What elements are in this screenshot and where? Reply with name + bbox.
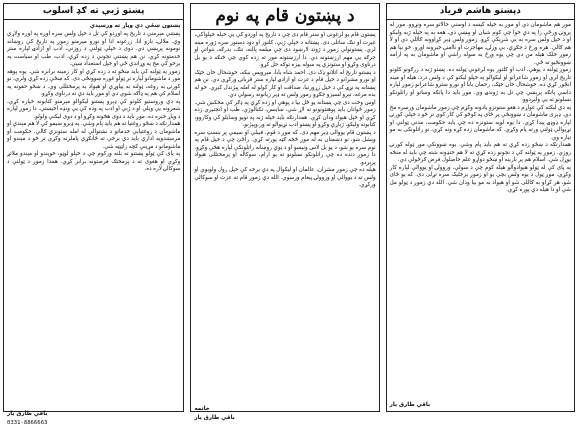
paragraph: پښتنې مېرمنې د تاريخ په اوږدو کې تل د خپل ولس سره اوږه په اوږه ولاړې وې. ملالۍ، نازو انا، زرغونه انا او نورو ميرمنو زموږ په تاريخ کې روښانه نومونه پرېښي دي. دوی د خپلې ټولنې د روزنې، ادب او ازادۍ لپاره ستر خدمتونه کړي. نن هم پښتنې نجونې د زده کړې، ادب، طب او سياست په برخو کې مخ په وړاندې ځي او خپل استعداد ښيي.: [6, 31, 181, 67]
paragraph: اوس وخت دی چې پښتانه يو ځل بيا د پوهې او زده کړې په ډګر کې مخکښ شي. زموږ ځوانان بايد پوهنتونونو ته لاړ شي، ساينس، تکنالوژي، طب او انجنيري زده کړي او خپل هېواد ودان کړي. همدارنګه بايد خپله ژبه په نويو وسايلو کې وکاروو، کتابونه وليکو، ژباړې وکړو او پښتو ادب نړيوالو ته ور وپېژنو.: [194, 99, 376, 128]
paragraph: پښتون قام يو لرغونی او ستر قام دی چې د تاريخ په اوږدو کې يې خپله خپلواکي، غيرت او ننګ ساتلی دی. پښتانه د خپلې ژبې، کلتور او دود دستور سره ژوره مينه لري. پښتونولي زموږ د ژوند لارښود دی چې ميلمه پالنه، ننګ، بدرګه، ننواتې او جرګه يې مهم ارزښتونه دي. دا ارزښتونه موږ ته زده کوي چې څنګه د يو بل درناوی وکړو او ستونزې په سوله ييزه توګه حل کړو.: [194, 32, 376, 68]
article-column-middle: [190, 3, 379, 421]
contact-number: 0331-8866663: [6, 420, 48, 426]
column-header-left: پښتو ژبې ته ګډ اسلوب: [4, 4, 183, 20]
article-body-left: [7, 31, 180, 409]
paragraph: په پای کې له ټولو هېوادوالو هيله کوم چې د سولې، وروولۍ او يووالي لپاره کار وکړي. موږ ټول د يوه ولس بچي يو او زموږ برخليک سره تړلی دی. که يو ځای شو، هر کړاو به ګاللی شو او هېواد به مو بيا ودان شي. الله دې زموږ د ټولو مل شي او دا هيله دې پوره کړي.: [389, 164, 571, 193]
paragraph: همدارنګه د ښځو زده کړې ته هم بايد پام وشي. يوه ښوونکې مور ټوله کورنۍ روزي. زموږ په ټولنه کې د نجونو زده کړې ته لا هم خنډونه شته چې بايد له منځه يوړل شي. اسلام هم پر نارينه او ښځو دواړو علم حاصلول فرض ګرځولي دي.: [389, 142, 571, 163]
article-body-middle: [194, 32, 375, 404]
paragraph: په دې ليکنه کې غواړم د هغو ستونزو يادونه وکړم چې زموږ ماشومان ورسره مخ دي. ډېری ماشومان د ښوونځي پر ځای په کوڅو کې کار کوي تر څو د خپلې کورنۍ لپاره ډوډۍ پيدا کړي. دا يوه لويه ستونزه ده چې بايد حکومت، مدني ټولنې او نړيوالې ټولنې ورته پام وکړي. که ماشومان زده کړه ونه کړي، نو راتلونکی به مو تياره وي.: [389, 104, 571, 141]
paragraph: د پښتنو تاريخ له اتلانو ډک دی. احمد شاه بابا، ميرويس نيکه، خوشحال خان خټک او نورو مشرانو د خپل قام د عزت او ازادۍ لپاره ستر قربانۍ ورکړي دي. نن هم پښتانه په نړۍ کې د خپل زړورتيا، صداقت او کار کولو له امله پېژندل کېږي. خو له بده مرغه، تېرو لسيزو جګړو زموږ ولس ته ډېر زيانونه رسولي دي.: [194, 69, 376, 98]
columns-container: [3, 3, 575, 426]
paragraph: په پای کې ټولو پښتنو ته بلنه ورکوم چې د خپلو لوڼو، خويندو او مېندو ملاتړ وکړي او هغوی ته د پرمختګ فرصتونه برابر کړي. همدا زموږ د ټولنې د سوکالۍ لاره ده.: [6, 151, 181, 172]
column-header-right: دپښتو هاشم فرياد: [387, 4, 574, 20]
paragraph: هيله ده چې زموږ مشران، عالمان او ليکوال په دې برخه کې خپل رول ولوبوي او ولس ته د يووالي او وروولۍ پيغام ورسوي. الله دې زموږ قام ته عزت او سوکالي ورکړي.: [194, 167, 376, 188]
closing-label: خاتمه: [194, 406, 210, 412]
paragraph: زموږ ټولنه د پوهې، ادب او کلتور يوه لرغونې ټولنه ده. پښتو ژبه د زرګونو کلونو تاريخ لري او زموږ شاعرانو او ليکوالو په خپلو ليکنو کې د ولس درد، هيله او مينه انځور کړې ده. خوشحال خان خټک، رحمان بابا او نورو سترو شاعرانو زموږ لپاره داسې پانګه پرېښې چې تل به ژوندۍ وي. موږ بايد دا پانګه وساتو او راتلونکو نسلونو ته يې ولېږدوو.: [389, 67, 571, 103]
paragraph: د پښتون قام يووالی ډېر مهم دی. که موږ د قوم، قبيلې او سيمې پر بنسټ سره وېشل شو، نو دښمنان به له موږ څخه ګټه پورته کړي. راځئ چې د خپل قام په نوم سره يو شو، د يو بل لاس ونيسو او د يوې روښانه راتلونکې لپاره هڅې وکړو. دا زموږ دنده ده چې راتلونکو نسلونو ته يو ارام، سوکاله او پرمختللی هېواد پرېږدو.: [194, 129, 376, 166]
article-subtitle: پښتون ښځې دې وياړ ته ورسېدې: [89, 23, 181, 29]
author-signature: باقي طارق يار: [6, 411, 48, 417]
article-column-right: [386, 3, 575, 412]
paragraph: په دې وروستيو کلونو کې ډېرو پښتنو ليکوالو مېرمنو کتابونه خپاره کړي، شعرونه يې ويلي او د ژبې او ادب په وده کې يې ونډه اخيستې. دا زموږ لپاره د وياړ خبره ده. موږ بايد د دوی هڅونه وکړو او د دوی ليکنې ولولو.: [6, 98, 181, 120]
article-column-left: [3, 3, 184, 426]
author-signature: باقي طارق يار: [389, 402, 431, 408]
paragraph: موږ هم ماشومان دي او موږ به خپله کيسه د اوسني حالاتو سره ونړوو. موږ له پرونۍ ورځې را په دې خوا چې کوم شيان او پېښې دي، هغه به په خپله ژبه وليکو او د خپل ولس سره به يې شريکې کړو. زموږ ولس ډېر کړاوونه ګاللي دي او لا هم ګالي. هره ورځ د جګړې، بې وزلۍ، مهاجرت او ناامنۍ خبرونه اورو. خو بيا هم زموږ خلک هيله من دي چې يوه ورځ به سوله راشي او ماشومان به په ارامه ښوونځيو ته ځي.: [389, 22, 571, 66]
paragraph: زموږ په ټولنه کې بايد ښځو ته د زده کړې او کار زمينه برابره شي. يوه پوهه مور د ماشومانو لپاره تر ټولو غوره ښوونځی دی. که ښځې زده کړې ولري، نو کورنۍ به روغه، ټولنه به پياوړې او هېواد به پرمختللی وي. د ښځو حقونه په اسلام کې هم په ډاګه شوي دي او موږ بايد دې ته درناوی وکړو.: [6, 68, 181, 97]
paragraph: همدارنګه د ښځو روغتيا ته هم بايد پام وشي. په ډېرو سيمو کې لا هم مېندې او ماشومان د روغتيايي خدماتو د نشتوالي له امله ستونزې ګالي. حکومت او مرستندويه ادارې بايد دې برخې ته ځانګړې پاملرنه وکړي تر څو د مېندو او ماشومانو د مړينې کچه راټيټه شي.: [6, 121, 181, 150]
column-header-middle: د پښتون قام په نوم: [191, 4, 378, 30]
article-body-right: [390, 22, 571, 400]
author-signature: باقي طارق يار: [194, 415, 235, 421]
